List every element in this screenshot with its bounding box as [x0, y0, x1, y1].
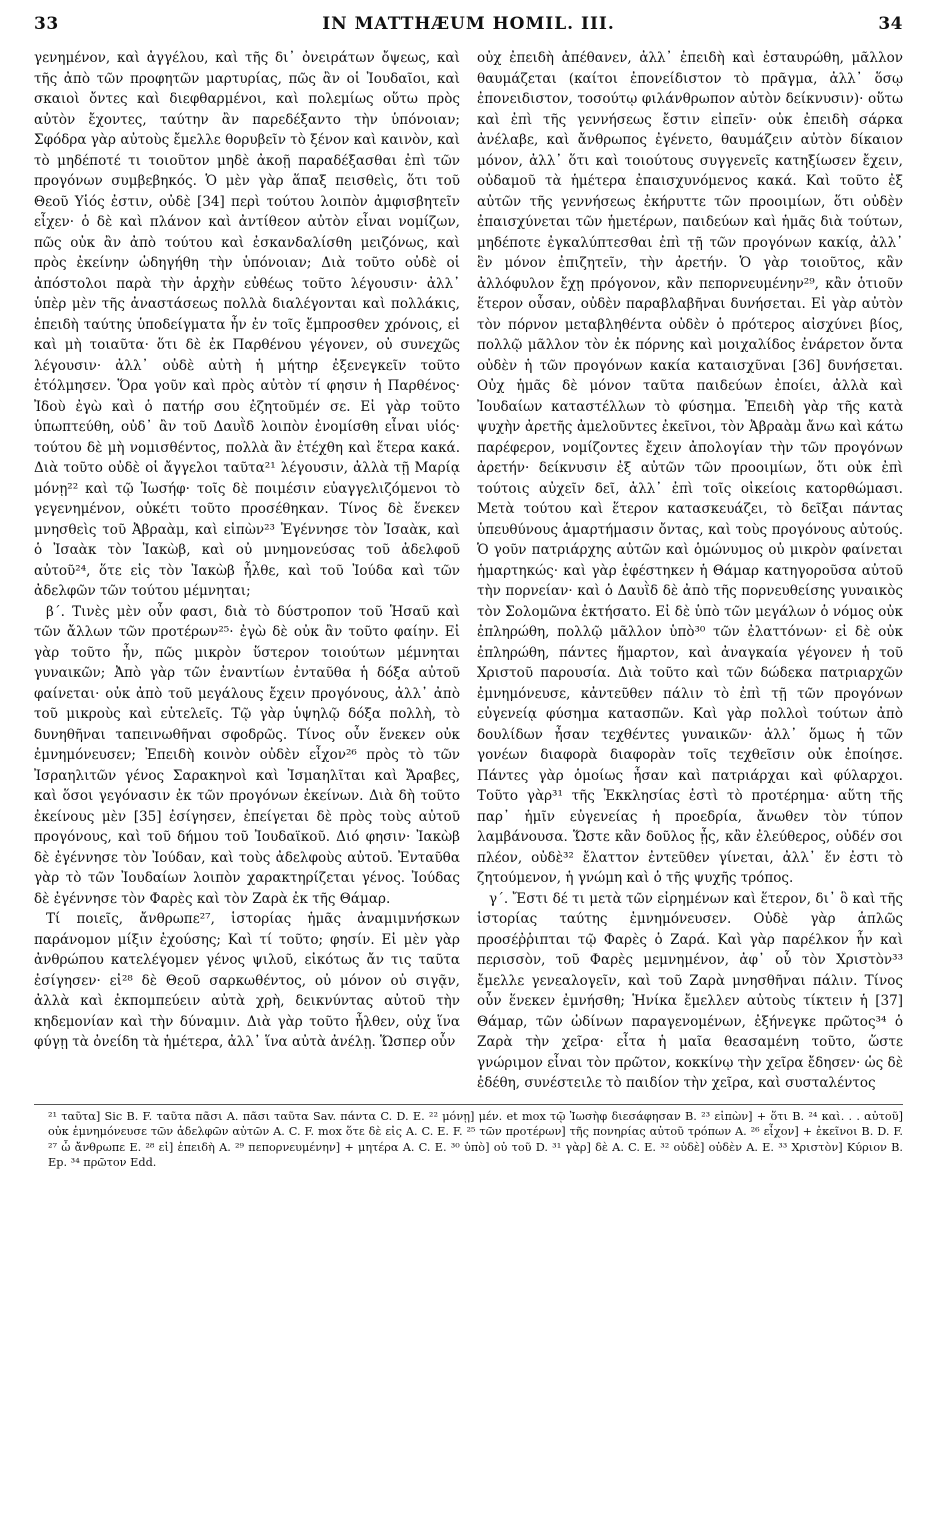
text-columns: [34, 48, 903, 1094]
paragraph: Τί ποιεῖς, ἄνθρωπε²⁷, ἱστορίας ἡμᾶς ἀναμιμνήσκων παράνομον μίξιν ἐχούσης; Καὶ τί τοῦτο; φησίν. Εἰ μὲν γὰρ ἀνθρώπου κατελέγομεν γένος ψιλοῦ, εἰκότως ἄν τις ταῦτα ἐσίγησεν· εἰ²⁸ δὲ Θεοῦ σαρκωθέντος, οὐ μόνον οὐ σιγᾷν, ἀλλὰ καὶ ἐκπομπεύειν αὐτὰ χρὴ, δεικνύντας αὐτοῦ τὴν κηδεμονίαν καὶ τὴν δύναμιν. Διὰ γὰρ τοῦτο ἦλθεν, οὐχ ἵνα φύγῃ τὰ ὀνείδη τὰ ἡμέτερα, ἀλλ᾽ ἵνα αὐτὰ ἀνέλῃ. Ὥσπερ οὖν: [34, 911, 460, 1050]
right-column: [477, 48, 903, 1094]
running-head: [34, 14, 903, 42]
paragraph: οὐχ ἐπειδὴ ἀπέθανεν, ἀλλ᾽ ἐπειδὴ καὶ ἐσταυρώθη, μᾶλλον θαυμάζεται (καίτοι ἐπονείδιστον τὸ πρᾶγμα, ἀλλ᾽ ὅσῳ ἐπονειδιστον, τοσούτῳ φιλάνθρωπον αὐτὸν δείκνυσιν)· οὕτω καὶ ἐπὶ τῆς γεννήσεως ἔστιν εἰπεῖν· οὐκ ἐπειδὴ σάρκα ἀνέλαβε, καὶ ἄνθρωπος ἐγένετο, θαυμάζειν αὐτὸν δίκαιον μόνον, ἀλλ᾽ ὅτι καὶ τοιούτους συγγενεῖς κατηξίωσεν ἔχειν, οὐδαμοῦ τὰ ἡμέτερα ἐπαισχυνόμενος κακά. Καὶ τοῦτο ἐξ αὐτῶν τῆς γεννήσεως ἐκήρυττε τῶν προοιμίων, ὅτι οὐδὲν ἐπαισχύνεται τῶν ἡμετέρων, παιδεύων καὶ ἡμᾶς διὰ τούτων, μηδέποτε ἐγκαλύπτεσθαι ἐπὶ τῇ τῶν προγόνων κακίᾳ, ἀλλ᾽ ἓν μόνον ἐπιζητεῖν, τὴν ἀρετήν. Ὁ γὰρ τοιοῦτος, κἂν ἀλλόφυλον ἔχῃ πρόγονον, κἂν πεπορνευμένην²⁹, κἂν ὁτιοῦν ἕτερον οὖσαν, οὐδὲν παραβλαβῆναι δυνήσεται. Εἰ γὰρ αὐτὸν τὸν πόρνον μεταβληθέντα οὐδὲν ὁ πρότερος αἰσχύνει βίος, πολλῷ μᾶλλον τὸν ἐκ πόρνης καὶ μοιχαλίδος ἐνάρετον ὄντα οὐδὲν ἡ τῶν προγόνων κακία καταισχῦναι [36] δυνήσεται. Οὐχ ἡμᾶς δὲ μόνον ταῦτα παιδεύων ἐποίει, ἀλλὰ καὶ Ἰουδαίων καταστέλλων τὸ φύσημα. Ἐπειδὴ γὰρ τῆς κατὰ ψυχὴν ἀρετῆς ἀμελοῦντες ἐκεῖνοι, τὸν Ἀβραὰμ ἄνω καὶ κάτω παρέφερον, νομίζοντες ἔχειν ἀπολογίαν τὴν τῶν προγόνων ἀρετήν· δείκνυσιν ἐξ αὐτῶν τῶν προοιμίων, ὅτι οὐκ ἐπὶ τούτοις αὐχεῖν δεῖ, ἀλλ᾽ ἐπὶ τοῖς οἰκείοις κατορθώμασι. Μετὰ τούτου καὶ ἕτερον κατασκευάζει, τὸ δεῖξαι πάντας ὑπευθύνους ἁμαρτήμασιν ὄντας, καὶ τοὺς προγόνους αὐτούς. Ὁ γοῦν πατριάρχης αὐτῶν καὶ ὁμώνυμος οὐ μικρὸν φαίνεται ἡμαρτηκώς· καὶ γὰρ ἐφέστηκεν ἡ Θάμαρ κατηγοροῦσα αὐτοῦ τὴν πορνείαν· καὶ ὁ Δαυῒδ δὲ ἀπὸ τῆς πορνευθείσης γυναικὸς τὸν Σολομῶνα ἐκτήσατο. Εἰ δὲ ὑπὸ τῶν μεγάλων ὁ νόμος οὐκ ἐπληρώθη, πολλῷ μᾶλλον ὑπὸ³⁰ τῶν ἐλαττόνων· εἰ δὲ οὐκ ἐπληρώθη, πάντες ἥμαρτον, καὶ ἀναγκαία γέγονεν ἡ τοῦ Χριστοῦ παρουσία. Διὰ τοῦτο καὶ τῶν δώδεκα πατριαρχῶν ἐμνημόνευσε, κἀντεῦθεν πάλιν τὸ ἐπὶ τῇ τῶν προγόνων εὐγενείᾳ φύσημα κατασπῶν. Καὶ γὰρ πολλοὶ τούτων ἀπὸ δουλίδων ἦσαν τεχθέντες γυναικῶν· ἀλλ᾽ ὅμως ἡ τῶν γονέων διαφορὰ διαφορὰν τοῖς τεχθεῖσιν οὐκ ἐποίησε. Πάντες γὰρ ὁμοίως ἦσαν καὶ πατριάρχαι καὶ φύλαρχοι. Τοῦτο γὰρ³¹ τῆς Ἐκκλησίας ἐστὶ τὸ προτέρημα· αὕτη τῆς παρ᾽ ἡμῖν εὐγενείας ἡ προεδρία, ἄνωθεν τὸν τύπον λαμβάνουσα. Ὥστε κἂν δοῦλος ᾖς, κἂν ἐλεύθερος, οὐδέν σοι πλέον, οὐδὲ³² ἔλαττον ἐντεῦθεν γίνεται, ἀλλ᾽ ἕν ἐστι τὸ ζητούμενον, ἡ γνώμη καὶ ὁ τῆς ψυχῆς τρόπος.: [477, 50, 903, 886]
running-title: IN MATTHÆUM HOMIL. III.: [322, 14, 615, 34]
paragraph: γενημένον, καὶ ἀγγέλου, καὶ τῆς δι᾽ ὀνειράτων ὄψεως, καὶ τῆς ἀπὸ τῶν προφητῶν μαρτυρίας, πῶς ἂν οἱ Ἰουδαῖοι, καὶ σκαιοὶ ὄντες καὶ διεφθαρμένοι, καὶ πολεμίως οὕτω πρὸς αὐτὸν ἔχοντες, ταύτην ἂν παρεδέξαντο τὴν ὑπόνοιαν; Σφόδρα γὰρ αὐτοὺς ἔμελλε θορυβεῖν τὸ ξένον καὶ καινὸν, καὶ τὸ μηδέποτέ τι τοιοῦτον μηδὲ ἀκοῇ παραδέξασθαι ἐπὶ τῶν προγόνων συμβεβηκός. Ὁ μὲν γὰρ ἅπαξ πεισθεὶς, ὅτι τοῦ Θεοῦ Υἱός ἐστιν, οὐδὲ [34] περὶ τούτου λοιπὸν ἀμφισβητεῖν εἶχεν· ὁ δὲ καὶ πλάνον καὶ ἀντίθεον αὐτὸν εἶναι νομίζων, πῶς οὐκ ἂν ἀπὸ τούτου καὶ ἐσκανδαλίσθη μειζόνως, καὶ πρὸς ἐκείνην ὡδηγήθη τὴν ὑπόνοιαν; Διὰ τοῦτο οὐδὲ οἱ ἀπόστολοι παρὰ τὴν ἀρχὴν εὐθέως τοῦτο λέγουσιν· ἀλλ᾽ ὑπὲρ μὲν τῆς ἀναστάσεως πολλὰ διαλέγονται καὶ πολλάκις, ἐπειδὴ ταύτης ὑποδείγματα ἦν ἐν τοῖς ἔμπροσθεν χρόνοις, εἰ καὶ μὴ τοιαῦτα· ὅτι δὲ ἐκ Παρθένου γέγονεν, οὐ συνεχῶς λέγουσιν· ἀλλ᾽ οὐδὲ αὐτὴ ἡ μήτηρ ἐξενεγκεῖν τοῦτο ἐτόλμησεν. Ὅρα γοῦν καὶ πρὸς αὐτὸν τί φησιν ἡ Παρθένος· Ἰδοὺ ἐγὼ καὶ ὁ πατήρ σου ἐζητοῦμέν σε. Εἰ γὰρ τοῦτο ὑπωπτεύθη, οὐδ᾽ ἂν τοῦ Δαυῒδ λοιπὸν ἐνομίσθη εἶναι υἱός· τούτου δὲ μὴ νομισθέντος, πολλὰ ἂν ἐτέχθη καὶ ἕτερα κακά. Διὰ τοῦτο οὐδὲ οἱ ἄγγελοι ταῦτα²¹ λέγουσιν, ἀλλὰ τῇ Μαρίᾳ μόνῃ²² καὶ τῷ Ἰωσήφ· τοῖς δὲ ποιμέσιν εὐαγγελιζόμενοι τὸ γεγενημένον, οὐκέτι τοῦτο προσέθηκαν. Τίνος δὲ ἕνεκεν μνησθεὶς τοῦ Ἀβραὰμ, καὶ εἰπὼν²³ Ἐγέννησε τὸν Ἰσαὰκ, καὶ ὁ Ἰσαὰκ τὸν Ἰακὼβ, καὶ οὐ μνημονεύσας τοῦ ἀδελφοῦ αὐτοῦ²⁴, ὅτε εἰς τὸν Ἰακὼβ ἦλθε, καὶ τοῦ Ἰούδα καὶ τῶν ἀδελφῶν τῶν τούτου μέμνηται;: [34, 50, 460, 599]
page-number-left: 33: [34, 14, 59, 34]
paragraph: β´. Τινὲς μὲν οὖν φασι, διὰ τὸ δύστροπον τοῦ Ἡσαῦ καὶ τῶν ἄλλων τῶν προτέρων²⁵· ἐγὼ δὲ οὐκ ἂν τοῦτο φαίην. Εἰ γὰρ τοῦτο ἦν, πῶς μικρὸν ὕστερον τοιούτων μέμνηται γυναικῶν; Ἀπὸ γὰρ τῶν ἐναντίων ἐνταῦθα ἡ δόξα αὐτοῦ φαίνεται· οὐκ ἀπὸ τοῦ μεγάλους ἔχειν προγόνους, ἀλλ᾽ ἀπὸ τοῦ μικροὺς καὶ εὐτελεῖς. Τῷ γὰρ ὑψηλῷ δόξα πολλὴ, τὸ δυνηθῆναι ταπεινωθῆναι σφοδρῶς. Τίνος οὖν ἕνεκεν οὐκ ἐμνημόνευσεν; Ἐπειδὴ κοινὸν οὐδὲν εἶχον²⁶ πρὸς τὸ τῶν Ἰσραηλιτῶν γένος Σαρακηνοὶ καὶ Ἰσμαηλῖται καὶ Ἄραβες, καὶ ὅσοι γεγόνασιν ἐκ τῶν προγόνων ἐκείνων. Διὰ δὴ τοῦτο ἐκείνους μὲν [35] ἐσίγησεν, ἐπείγεται δὲ πρὸς τοὺς αὐτοῦ προγόνους, καὶ τοῦ δήμου τοῦ Ἰουδαϊκοῦ. Διό φησιν· Ἰακὼβ δὲ ἐγέννησε τὸν Ἰούδαν, καὶ τοὺς ἀδελφοὺς αὐτοῦ. Ἐνταῦθα γὰρ τὸ τῶν Ἰουδαίων λοιπὸν χαρακτηρίζεται γένος. Ἰούδας δὲ ἐγέννησε τὸν Φαρὲς καὶ τὸν Ζαρὰ ἐκ τῆς Θάμαρ.: [34, 603, 460, 907]
footnote-divider: [34, 1104, 903, 1105]
footnotes: ²¹ ταῦτα] Sic B. F. ταῦτα πᾶσι A. πᾶσι ταῦτα Sav. πάντα C. D. E. ²² μόνῃ] μέν. et mox τῷ Ἰωσὴφ διεσάφησαν B. ²³ εἰπὼν] + ὅτι B. ²⁴ καὶ. . . αὐτοῦ] οὐκ ἐμνημόνευσε τῶν ἀδελφῶν αὐτῶν A. C. F. mox ὅτε δὲ εἰς A. C. E. F. ²⁵ τῶν προτέρων] τῆς πονηρίας αὐτοῦ τρόπων A. ²⁶ εἶχον] + ἐκεῖνοι B. D. F. ²⁷ ὦ ἄνθρωπε E. ²⁸ εἰ] ἐπειδὴ A. ²⁹ πεπορνευμένην] + μητέρα A. C. E. ³⁰ ὑπὸ] οὐ τοῦ D. ³¹ γὰρ] δὲ A. C. E. ³² οὐδὲ] οὐδὲν A. E. ³³ Χριστὸν] Κύριον B. Ep. ³⁴ πρῶτον Edd.: [48, 1109, 903, 1169]
page-number-right: 34: [878, 14, 903, 34]
paragraph: γ´. Ἔστι δέ τι μετὰ τῶν εἰρημένων καὶ ἕτερον, δι᾽ ὃ καὶ τῆς ἱστορίας ταύτης ἐμνημόνευσεν. Οὐδὲ γὰρ ἁπλῶς προσέῤῥιπται τῷ Φαρὲς ὁ Ζαρά. Καὶ γὰρ παρέλκον ἦν καὶ περισσὸν, τοῦ Φαρὲς μεμνημένον, ἀφ᾽ οὗ τὸν Χριστὸν³³ ἔμελλε γενεαλογεῖν, καὶ τοῦ Ζαρὰ μνησθῆναι πάλιν. Τίνος οὖν ἕνεκεν ἐμνήσθη; Ἡνίκα ἔμελλεν αὐτοὺς τίκτειν ἡ [37] Θάμαρ, τῶν ὠδίνων παραγενομένων, ἐξήνεγκε πρῶτος³⁴ ὁ Ζαρὰ τὴν χεῖρα· εἶτα ἡ μαῖα θεασαμένη τοῦτο, ὥστε γνώριμον εἶναι τὸν πρῶτον, κοκκίνῳ τὴν χεῖρα ἔδησεν· ὡς δὲ ἐδέθη, συνέστειλε τὸ παιδίον τὴν χεῖρα, καὶ συσταλέντος: [477, 890, 903, 1091]
left-column: [34, 48, 460, 1094]
